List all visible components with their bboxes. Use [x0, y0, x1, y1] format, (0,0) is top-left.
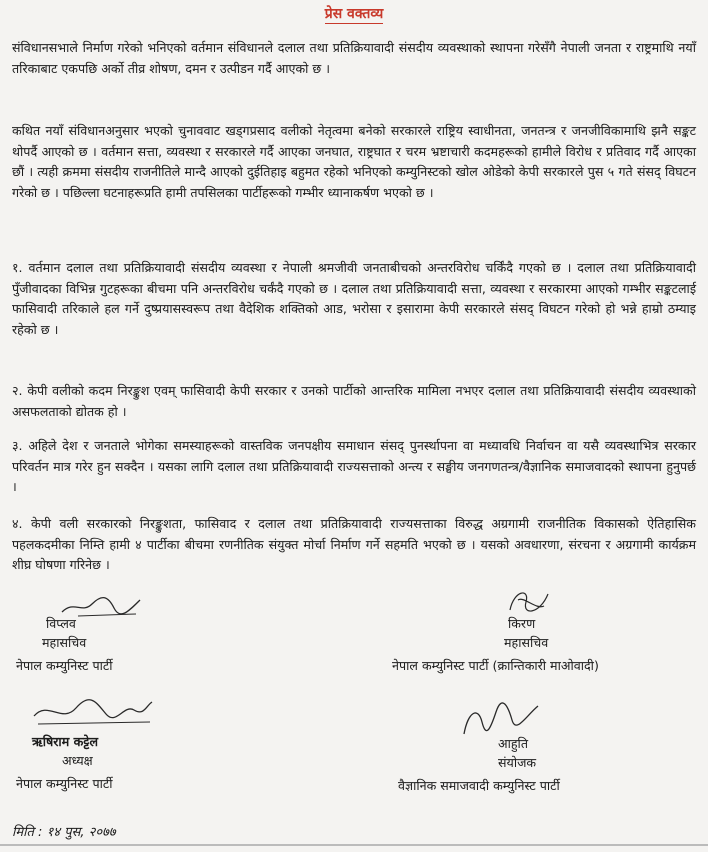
signatory-4-role: संयोजक	[498, 755, 537, 770]
signatory-2-party: नेपाल कम्युनिस्ट पार्टी (क्रान्तिकारी माओवादी)	[392, 658, 599, 673]
paragraph-point-4: ४. केपी वली सरकारको निरङ्कुशता, फासिवाद र दलाल तथा प्रतिक्रियावादी राज्यसत्ताका विरुद्ध अग्रगामी राजनीतिक विकासको ऐतिहासिक पहलकदमीका निम्ति हामी ४ पार्टीका बीचमा रणनीतिक संयुक्त मोर्चा निर्माण गर्ने सहमति भएको छ । यसको अवधारणा, संरचना र अग्रगामी कार्यक्रम शीघ्र घोषणा गरिनेछ ।	[12, 516, 696, 572]
signatory-1	[16, 614, 113, 675]
signatory-1-role: महासचिव	[42, 635, 87, 650]
document-title: प्रेस वक्तव्य	[324, 6, 384, 22]
paragraph-point-2: २. केपी वलीको कदम निरङ्कुश एवम् फासिवादी केपी सरकार र उनको पार्टीको आन्तरिक मामिला नभएर दलाल तथा प्रतिक्रियावादी संसदीय व्यवस्थाको असफलताको द्योतक हो ।	[12, 383, 696, 419]
signatory-4	[398, 734, 560, 795]
signature-scribble-3	[28, 694, 158, 730]
signatory-1-party: नेपाल कम्युनिस्ट पार्टी	[16, 658, 113, 673]
signatory-4-party: वैज्ञानिक समाजवादी कम्युनिस्ट पार्टी	[398, 778, 560, 793]
signatory-2-role: महासचिव	[504, 635, 549, 650]
bottom-divider	[0, 844, 708, 846]
paragraph-point-3: ३. अहिले देश र जनताले भोगेका समस्याहरूको वास्तविक जनपक्षीय समाधान संसद् पुनर्स्थापना वा मध्यावधि निर्वाचन वा यसै व्यवस्थाभित्र सरकार परिवर्तन मात्र गरेर हुन सक्दैन । यसका लागि दलाल तथा प्रतिक्रियावादी राज्यसत्ताको अन्त्य र सङ्घीय जनगणतन्त्र/वैज्ञानिक समाजवादको स्थापना हुनुपर्छ ।	[12, 438, 696, 494]
signatory-3-role: अध्यक्ष	[62, 753, 93, 768]
paragraph-context: कथित नयाँ संविधानअनुसार भएको चुनाववाट खड्गप्रसाद वलीको नेतृत्वमा बनेको सरकारले राष्ट्रिय स्वाधीनता, जनतन्त्र र जनजीविकामाथि झनै सङ्कट थोपर्दै आएको छ । वर्तमान सत्ता, व्यवस्था र सरकारले गर्दै आएका जनघात, राष्ट्रघात र चरम भ्रष्टाचारी कदमहरूको हामीले विरोध र प्रतिवाद गर्दै आएका छौं । त्यही क्रममा संसदीय राजनीतिले मान्दै आएको दुईतिहाइ बहुमत रहेको भनिएको कम्युनिस्टको खोल ओडेको केपी सरकारले पुस ५ गते संसद् विघटन गरेको छ । पछिल्ला घटनाहरूप्रति हामी तपसिलका पार्टीहरूको गम्भीर ध्यानाकर्षण भएको छ ।	[12, 123, 696, 200]
paragraph-intro: संविधानसभाले निर्माण गरेको भनिएको वर्तमान संविधानले दलाल तथा प्रतिक्रियावादी संसदीय व्यवस्थाको स्थापना गरेसँगै नेपाली जनता र राष्ट्रमाथि नयाँ तरिकाबाट एकपछि अर्को तीव्र शोषण, दमन र उत्पीडन गर्दै आएको छ ।	[12, 40, 696, 76]
paragraph-point-1: १. वर्तमान दलाल तथा प्रतिक्रियावादी संसदीय व्यवस्था र नेपाली श्रमजीवी जनताबीचको अन्तरविरोध चर्किंदै गएको छ । दलाल तथा प्रतिक्रियावादी पुँजीवादका विभिन्न गुटहरूका बीचमा पनि अन्तरविरोध चर्कंदै गएको छ । दलाल तथा प्रतिक्रियावादी सत्ता, व्यवस्था र सरकारमा आएको गम्भीर सङ्कटलाई फासिवादी तरिकाले हल गर्ने दुष्प्रयासस्वरूप तथा वैदेशिक शक्तिको आड, भरोसा र इसारामा केपी सरकारले संसद् विघटन गरेको हो भन्ने हाम्रो ठम्याइ रहेको छ ।	[12, 260, 696, 337]
signatory-2-name: किरण	[508, 616, 536, 631]
signatory-3-party: नेपाल कम्युनिस्ट पार्टी	[16, 776, 113, 791]
signatory-1-name: विप्लव	[46, 616, 76, 631]
signatory-3	[16, 732, 113, 793]
date-line: मिति : १४ पुस, २०७७	[12, 825, 116, 840]
signatory-4-name: आहुति	[498, 736, 528, 751]
signatory-2	[392, 614, 599, 675]
signatory-3-name: ऋषिराम कट्टेल	[32, 734, 98, 749]
